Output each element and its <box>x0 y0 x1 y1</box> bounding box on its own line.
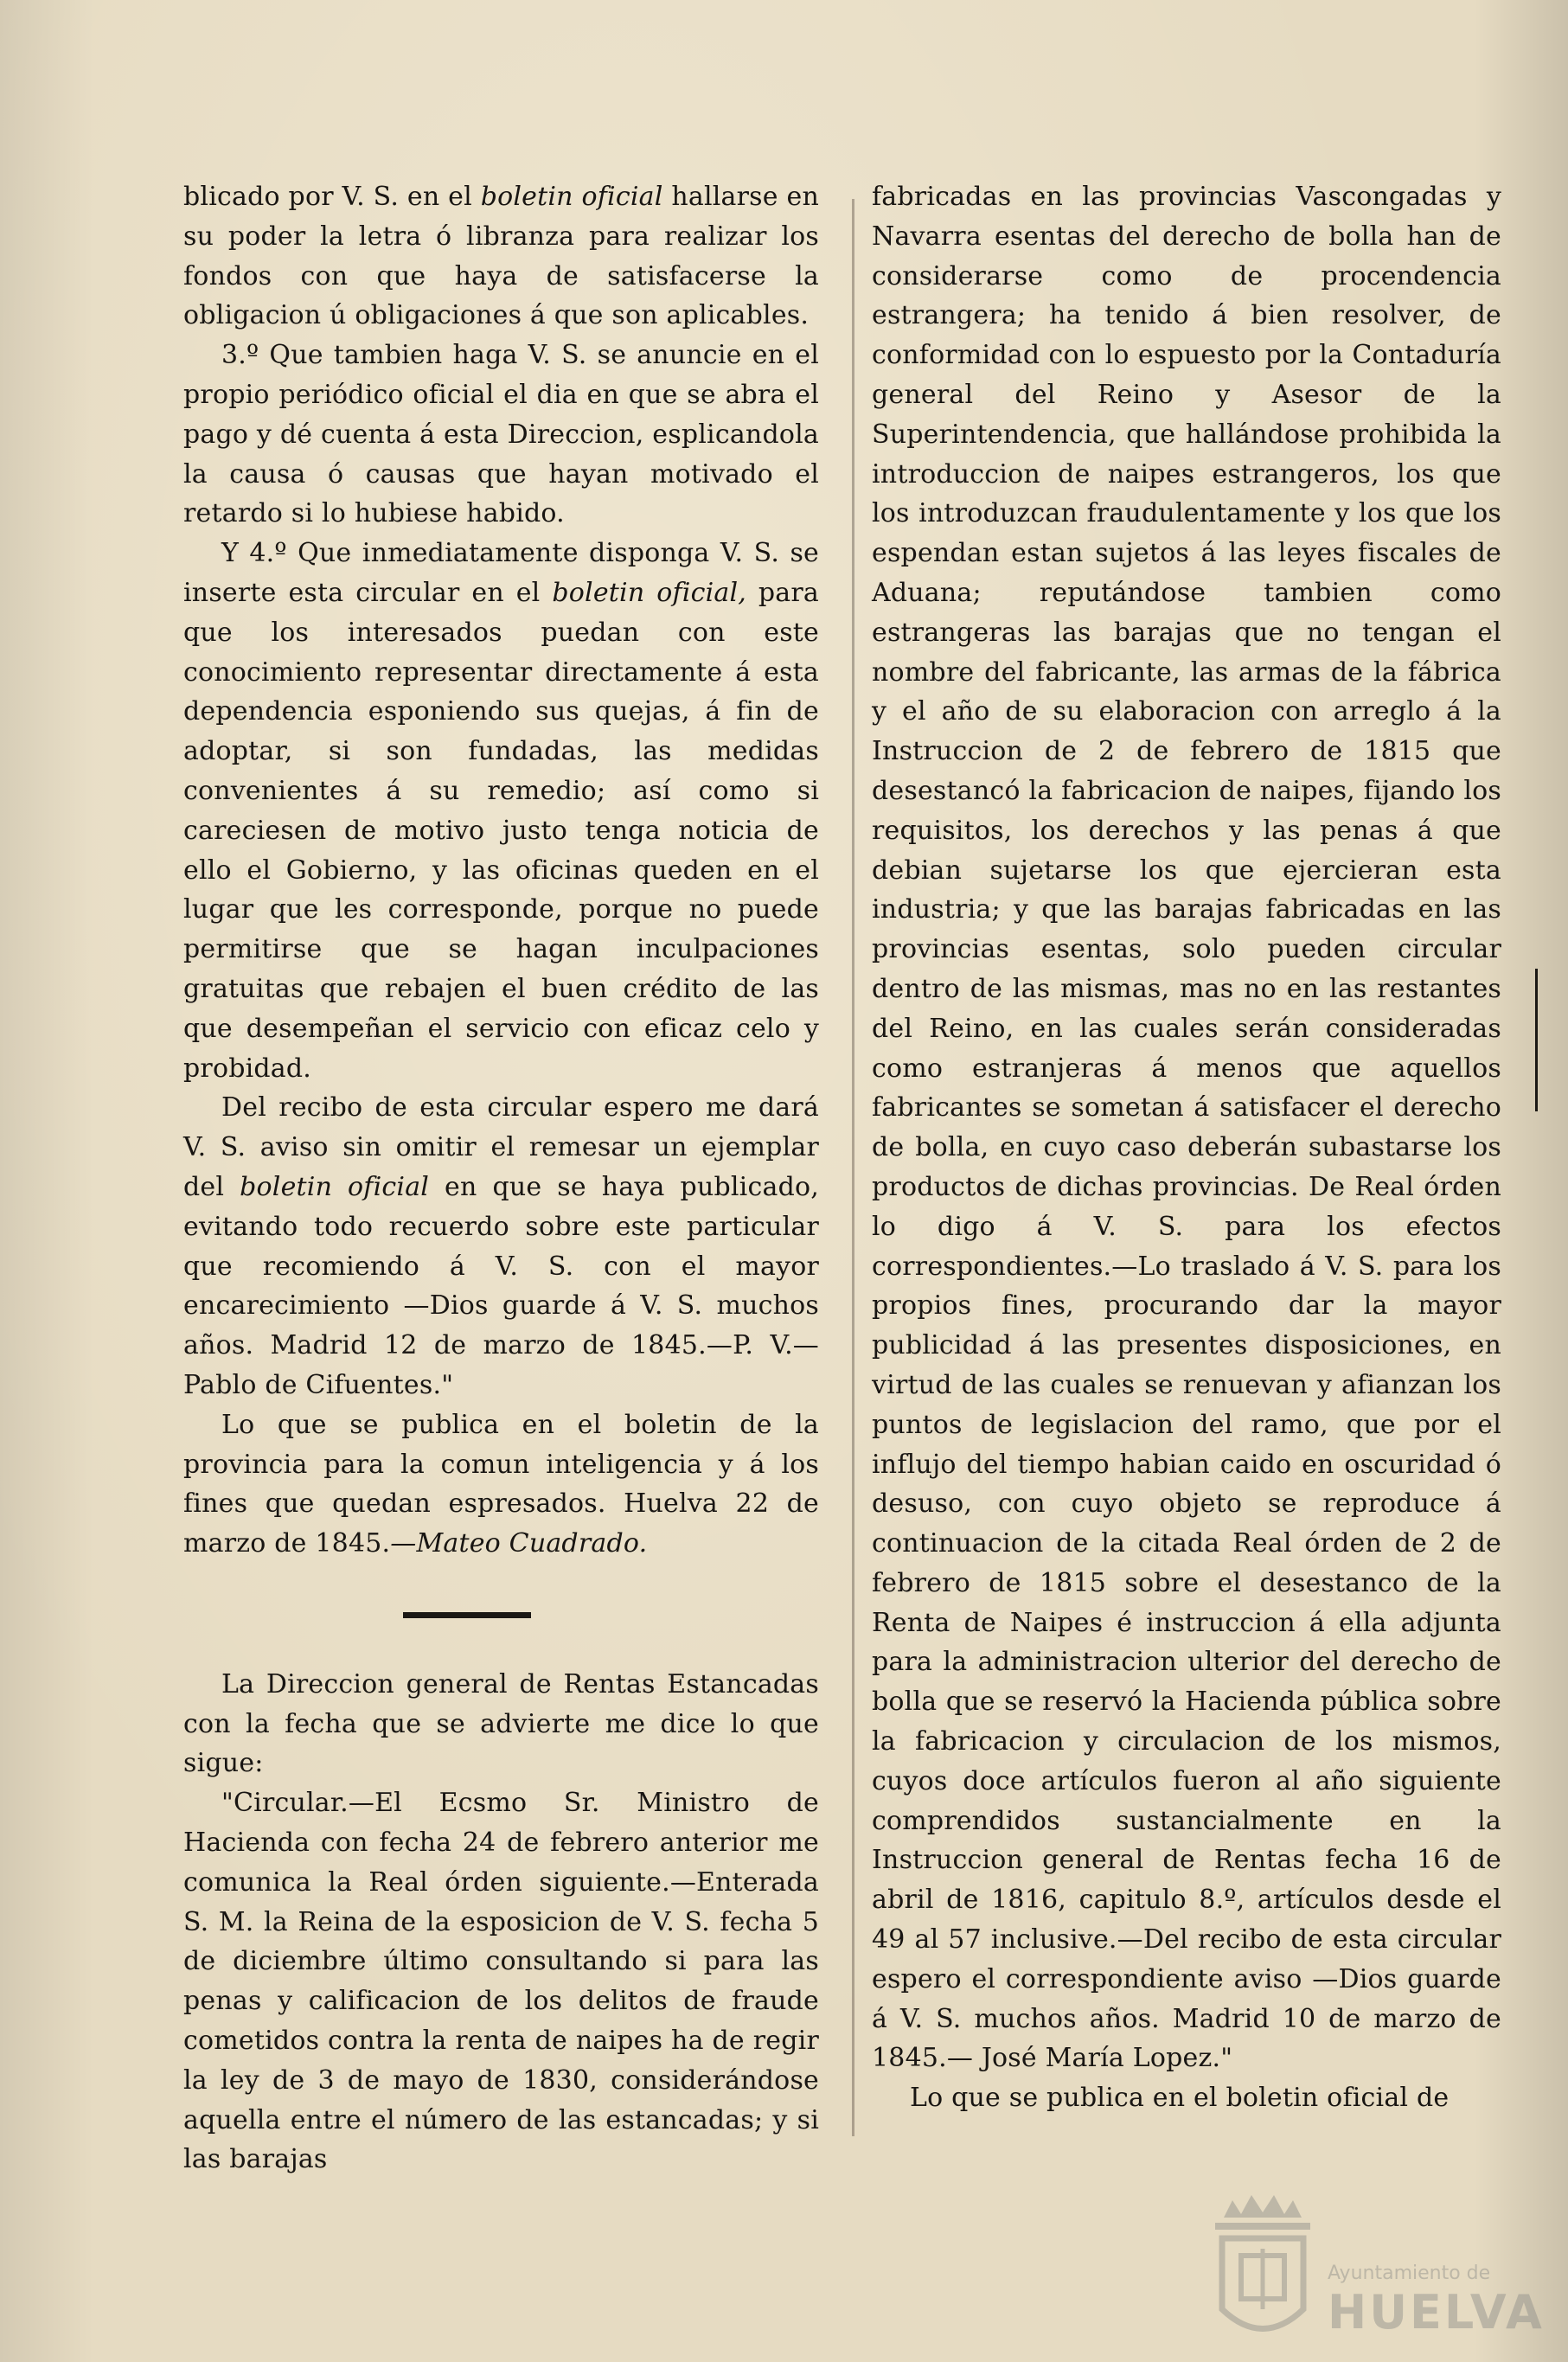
emphasis: boletin oficial <box>240 1171 430 1202</box>
paragraph-publication-note-2: Lo que se publica en el boletin oficial de <box>910 2083 1450 2114</box>
paragraph-direccion-intro: La Direccion general de Rentas Estancadas con la fecha que se advierte me dice lo que sigue: <box>183 1668 819 1779</box>
column-gutter <box>852 199 854 2136</box>
paragraph-circular-continued: fabricadas en las provincias Vascongadas y Navarra esentas del derecho de bolla han de considerarse como de procendencia estrangera; ha tenido á bien resolver, de conformidad con lo espuesto por la Contaduría general del Reino y Asesor de la Superintendencia, que hallándose prohibida la introduccion de naipes estrangeros, los que los introduzcan fraudulentamente y los que los espendan estan sujetos á las leyes fiscales de Aduana; reputándose tambien como estrangeras las barajas que no tengan el nombre del fabricante, las armas de la fábrica y el año de su elaboracion con arreglo á la Instruccion de 2 de febrero de 1815 que desestancó la fabricacion de naipes, fijando los requisitos, los derechos y las penas á que debian sujetarse los que ejercieran esta industria; y que las barajas fabricadas en las provincias esentas, solo pueden circular dentro de las mismas, mas no en las restantes del Reino, en las cuales serán consideradas como estranjeras á menos que aquellos fabricantes se sometan á satisfacer el derecho de bolla, en cuyo caso deberán subastarse los productos de dichas provincias. De Real órden lo digo á V. S. para los efectos correspondientes.—Lo traslado á V. S. para los propios fines, procurando dar la mayor publicidad á las presentes disposiciones, en virtud de las cuales se renuevan y afianzan los puntos de legislacion del ramo, que por el influjo del tiempo habian caido en oscuridad ó desuso, con cuyo objeto se reproduce á continuacion de la citada Real órden de 2 de febrero de 1815 sobre el desestanco de la Renta de Naipes é instruccion á ella adjunta para la administracion ulterior del derecho de bolla que se reservó la Hacienda pública sobre la fabricacion y circulacion de los mismos, cuyos doce artículos fueron al año siguiente comprendidos sustancialmente en la Instruccion general de Rentas fecha 16 de abril de 1816, capitulo 8.º, artículos desde el 49 al 57 inclusive.—Del recibo de esta circular espero el correspondiente aviso —Dios guarde á V. S. muchos años. Madrid 10 de marzo de 1845.— José María Lopez." <box>872 182 1501 2074</box>
watermark-line-2: HUELVA <box>1328 2285 1545 2340</box>
paragraph-closing <box>183 1088 819 1405</box>
emphasis: boletin oficial, <box>552 577 746 608</box>
paragraph-continued <box>183 177 819 336</box>
coat-of-arms-icon <box>1206 2188 1319 2352</box>
paragraph-publication-note <box>183 1405 819 1564</box>
paragraph-circular: "Circular.—El Ecsmo Sr. Ministro de Hacienda con fecha 24 de febrero anterior me comunica la Real órden siguiente.—Enterada S. M. la Reina de la esposicion de V. S. fecha 5 de diciembre último consultando si para las penas y calificacion de los delitos de fraude cometidos contra la renta de naipes ha de regir la ley de 3 de mayo de 1830, considerándose aquella entre el número de las estancadas; y si las barajas <box>183 1788 819 2175</box>
watermark-stamp <box>1206 2188 1552 2352</box>
text-run: para que los interesados puedan con este conocimiento representar directamente á esta dependencia esponiendo sus quejas, á fin de adoptar, si son fundadas, las medidas convenientes á su remedio; así como si careciesen de motivo justo tenga noticia de ello el Gobierno, y las oficinas queden en el lugar que les corresponde, porque no puede permitirse que se hagan inculpaciones gratuitas que rebajen el buen crédito de las que desempeñan el servicio con eficaz celo y probidad. <box>183 577 819 1084</box>
text-run: Del recibo de esta circular espero me dará V. S. aviso sin omitir el remesar un ejemplar del <box>183 1092 819 1202</box>
text-run: en que se haya publicado, evitando todo recuerdo sobre este particular que recomiendo á V. S. con el mayor encarecimiento —Dios guarde á V. S. muchos años. Madrid 12 de marzo de 1845.—P. V.— Pablo de Cifuentes." <box>183 1171 819 1400</box>
right-column <box>872 177 1501 2118</box>
text-run: blicado por V. S. en el <box>183 182 472 212</box>
paragraph-item-3: 3.º Que tambien haga V. S. se anuncie en el propio periódico oficial el dia en que se abra el pago y dé cuenta á esta Direccion, esplicandola la causa ó causas que hayan motivado el retardo si lo hubiese habido. <box>183 340 819 529</box>
text-run: Lo que se publica en el boletin de la provincia para la comun inteligencia y á los fines que quedan espresados. Huelva 22 de marzo de 1845. <box>183 1409 819 1559</box>
left-column <box>183 177 819 2180</box>
watermark-line-1: Ayuntamiento de <box>1328 2263 1491 2284</box>
margin-mark <box>1535 969 1538 1111</box>
section-divider <box>403 1612 531 1618</box>
signature: —Mateo Cuadrado. <box>390 1528 648 1559</box>
text-run: hallarse en su poder la letra ó libranza para realizar los fondos con que haya de satisfacerse la obligacion ú obligaciones á que son aplicables. <box>183 182 819 331</box>
paragraph-item-4 <box>183 534 819 1088</box>
text-run: Y 4.º Que inmediatamente disponga V. S. se inserte esta circular en el <box>183 538 819 608</box>
emphasis: boletin oficial <box>480 182 663 212</box>
